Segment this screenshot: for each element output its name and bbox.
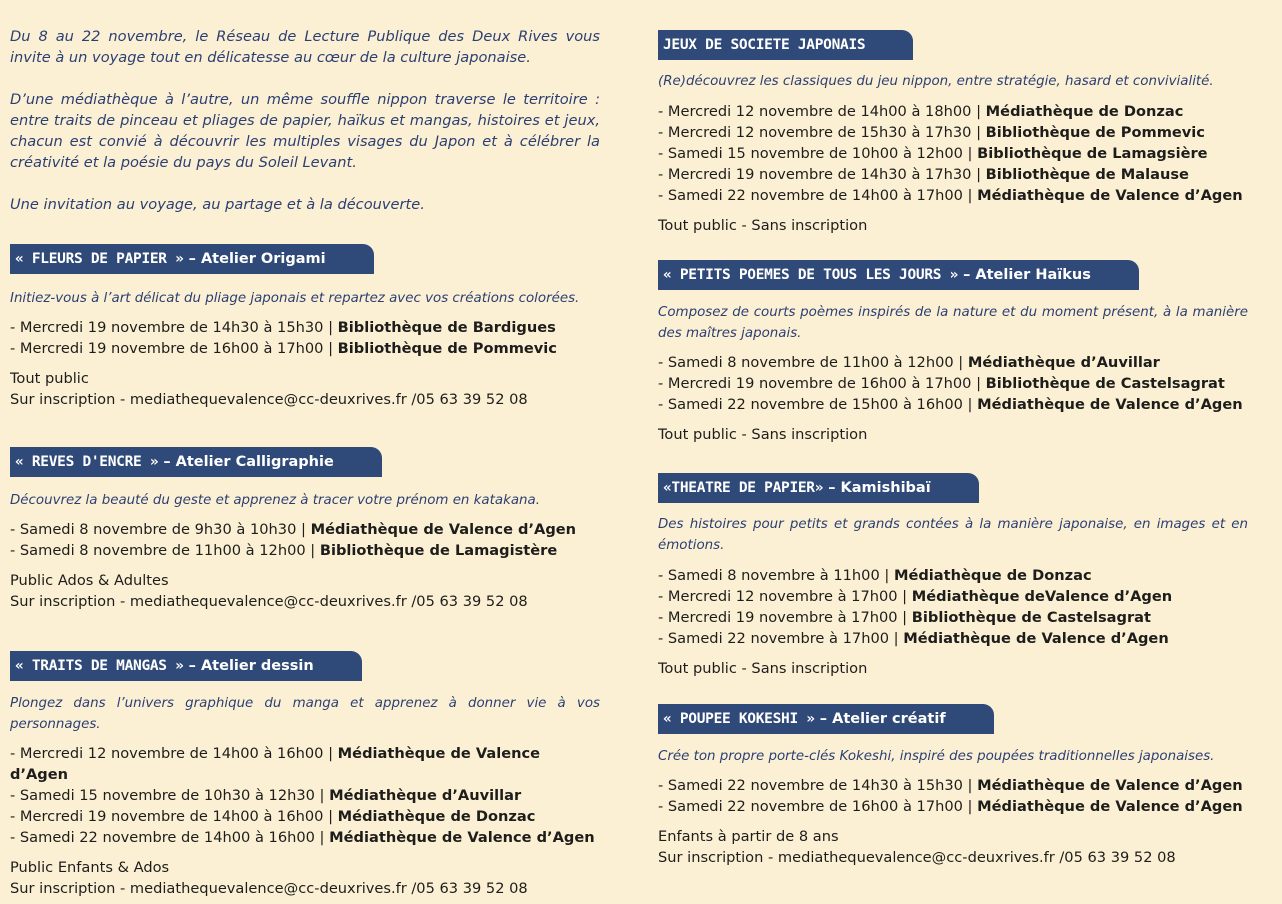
venue: Médiathèque de Valence d’Agen xyxy=(10,745,541,783)
registration: Sur inscription - mediathequevalence@cc-deuxrives.fr /05 63 39 52 08 xyxy=(10,593,528,610)
section-banner xyxy=(658,30,913,60)
section-mangas xyxy=(10,651,600,899)
section-jeux xyxy=(658,30,1258,236)
date-item: - Samedi 22 novembre à 17h00 | Médiathèque de Valence d’Agen xyxy=(658,630,1169,647)
section-banner xyxy=(658,704,994,734)
date-item: - Samedi 22 novembre de 16h00 à 17h00 | Médiathèque de Valence d’Agen xyxy=(658,798,1243,815)
dates-list xyxy=(658,352,1258,415)
section-subtitle: – Atelier Haïkus xyxy=(958,267,1091,283)
intro-paragraph-3: Une invitation au voyage, au partage et à la découverte. xyxy=(10,196,425,213)
section-title: « POUPEE KOKESHI » xyxy=(663,711,815,727)
date-item: - Samedi 15 novembre de 10h00 à 12h00 | Bibliothèque de Lamagsière xyxy=(658,145,1208,162)
audience: Tout public - Sans inscription xyxy=(658,660,868,677)
dates-list xyxy=(658,101,1258,206)
section-title: JEUX DE SOCIETE JAPONAIS xyxy=(663,37,866,53)
venue: Médiathèque de Donzac xyxy=(985,103,1184,120)
venue: Médiathèque de Valence d’Agen xyxy=(977,396,1243,413)
venue: Médiathèque de Donzac xyxy=(337,808,536,825)
section-info xyxy=(10,570,600,612)
section-banner xyxy=(10,651,362,681)
venue: Médiathèque de Donzac xyxy=(893,567,1092,584)
venue: Bibliothèque de Pommevic xyxy=(985,124,1205,141)
dates-list xyxy=(10,519,600,561)
date-item: - Samedi 22 novembre de 14h30 à 15h30 | Médiathèque de Valence d’Agen xyxy=(658,777,1243,794)
section-subtitle: – Kamishibaï xyxy=(823,480,931,496)
section-banner xyxy=(10,447,382,477)
section-calligraphie xyxy=(10,447,600,612)
section-description: Initiez-vous à l’art délicat du pliage japonais et repartez avec vos créations colorées. xyxy=(10,291,580,306)
section-subtitle: – Atelier dessin xyxy=(183,658,314,674)
section-description: Crée ton propre porte-clés Kokeshi, inspiré des poupées traditionnelles japonaises. xyxy=(658,749,1215,764)
venue: Médiathèque de Valence d’Agen xyxy=(310,521,577,538)
intro-paragraph-1: Du 8 au 22 novembre, le Réseau de Lecture Publique des Deux Rives vous invite à un voyage tout en délicatesse au cœur de la culture japonaise. xyxy=(10,28,600,66)
date-item: - Mercredi 12 novembre à 17h00 | Médiathèque deValence d’Agen xyxy=(658,588,1173,605)
section-title: « REVES D'ENCRE » xyxy=(15,454,159,470)
section-title: « PETITS POEMES DE TOUS LES JOURS » xyxy=(663,267,959,283)
section-banner xyxy=(658,473,979,503)
dates-list xyxy=(658,565,1258,649)
date-item: - Mercredi 19 novembre de 16h00 à 17h00 | Bibliothèque de Pommevic xyxy=(10,340,557,357)
section-subtitle: – Atelier Calligraphie xyxy=(158,454,334,470)
section-info xyxy=(658,215,1258,236)
date-item: - Mercredi 12 novembre de 14h00 à 18h00 | Médiathèque de Donzac xyxy=(658,103,1184,120)
dates-list xyxy=(10,317,600,359)
section-info xyxy=(658,826,1258,868)
venue: Médiathèque deValence d’Agen xyxy=(911,588,1173,605)
intro xyxy=(10,26,600,215)
date-item: - Mercredi 19 novembre de 14h30 à 17h30 | Bibliothèque de Malause xyxy=(658,166,1189,183)
venue: Bibliothèque de Lamagsière xyxy=(977,145,1208,162)
section-title: « FLEURS DE PAPIER » xyxy=(15,251,184,267)
date-item: - Samedi 22 novembre de 15h00 à 16h00 | Médiathèque de Valence d’Agen xyxy=(658,396,1243,413)
section-description: (Re)découvrez les classiques du jeu nippon, entre stratégie, hasard et convivialité. xyxy=(658,74,1214,89)
date-item: - Mercredi 19 novembre de 16h00 à 17h00 | Bibliothèque de Castelsagrat xyxy=(658,375,1225,392)
date-item: - Samedi 8 novembre de 11h00 à 12h00 | Médiathèque d’Auvillar xyxy=(658,354,1160,371)
audience: Tout public - Sans inscription xyxy=(658,217,868,234)
section-info xyxy=(658,424,1258,445)
date-item: - Samedi 8 novembre de 11h00 à 12h00 | Bibliothèque de Lamagistère xyxy=(10,542,558,559)
section-info xyxy=(658,658,1258,679)
venue: Médiathèque d’Auvillar xyxy=(329,787,522,804)
section-info xyxy=(10,857,600,899)
date-item: - Samedi 22 novembre de 14h00 à 17h00 | Médiathèque de Valence d’Agen xyxy=(658,187,1243,204)
venue: Bibliothèque de Malause xyxy=(985,166,1189,183)
section-description: Composez de courts poèmes inspirés de la nature et du moment présent, à la manière des maîtres japonais. xyxy=(658,305,1248,341)
date-item: - Mercredi 12 novembre de 15h30 à 17h30 | Bibliothèque de Pommevic xyxy=(658,124,1205,141)
date-item: - Samedi 8 novembre à 11h00 | Médiathèque de Donzac xyxy=(658,567,1092,584)
venue: Médiathèque d’Auvillar xyxy=(967,354,1160,371)
dates-list xyxy=(10,743,600,848)
date-item: - Mercredi 19 novembre de 14h00 à 16h00 | Médiathèque de Donzac xyxy=(10,808,536,825)
venue: Bibliothèque de Castelsagrat xyxy=(911,609,1151,626)
section-kamishibai xyxy=(658,473,1258,679)
section-title: « TRAITS DE MANGAS » xyxy=(15,658,184,674)
venue: Médiathèque de Valence d’Agen xyxy=(903,630,1169,647)
audience: Tout public xyxy=(10,370,89,387)
date-item: - Mercredi 12 novembre de 14h00 à 16h00 | Médiathèque de Valence d’Agen xyxy=(10,745,541,783)
section-info xyxy=(10,368,600,410)
section-kokeshi xyxy=(658,704,1258,868)
dates-list xyxy=(658,775,1258,817)
date-item: - Samedi 15 novembre de 10h30 à 12h30 | Médiathèque d’Auvillar xyxy=(10,787,522,804)
date-item: - Mercredi 19 novembre de 14h30 à 15h30 | Bibliothèque de Bardigues xyxy=(10,319,556,336)
registration: Sur inscription - mediathequevalence@cc-deuxrives.fr /05 63 39 52 08 xyxy=(658,849,1176,866)
section-subtitle: – Atelier Origami xyxy=(183,251,326,267)
registration: Sur inscription - mediathequevalence@cc-deuxrives.fr /05 63 39 52 08 xyxy=(10,880,528,897)
section-description: Découvrez la beauté du geste et apprenez à tracer votre prénom en katakana. xyxy=(10,493,540,508)
audience: Public Enfants & Ados xyxy=(10,859,170,876)
section-subtitle: – Atelier créatif xyxy=(814,711,946,727)
section-banner xyxy=(10,244,374,274)
section-banner xyxy=(658,260,1139,290)
venue: Médiathèque de Valence d’Agen xyxy=(329,829,595,846)
venue: Bibliothèque de Castelsagrat xyxy=(985,375,1225,392)
section-description: Des histoires pour petits et grands contées à la manière japonaise, en images et en émotions. xyxy=(658,517,1248,553)
audience: Public Ados & Adultes xyxy=(10,572,169,589)
audience: Enfants à partir de 8 ans xyxy=(658,828,839,845)
venue: Médiathèque de Valence d’Agen xyxy=(977,798,1243,815)
venue: Médiathèque de Valence d’Agen xyxy=(977,187,1243,204)
date-item: - Mercredi 19 novembre à 17h00 | Bibliothèque de Castelsagrat xyxy=(658,609,1151,626)
section-origami xyxy=(10,244,600,410)
date-item: - Samedi 8 novembre de 9h30 à 10h30 | Médiathèque de Valence d’Agen xyxy=(10,521,577,538)
venue: Médiathèque de Valence d’Agen xyxy=(977,777,1243,794)
intro-paragraph-2: D’une médiathèque à l’autre, un même souffle nippon traverse le territoire : entre traits de pinceau et pliages de papier, haïkus et mangas, histoires et jeux, chacun est convié à découvrir les multiples visages du Japon et à célébrer la créativité et la poésie du pays du Soleil Levant. xyxy=(10,91,600,171)
venue: Bibliothèque de Bardigues xyxy=(337,319,556,336)
section-description: Plongez dans l’univers graphique du manga et apprenez à donner vie à vos personnages. xyxy=(10,696,600,732)
venue: Bibliothèque de Pommevic xyxy=(337,340,557,357)
registration: Sur inscription - mediathequevalence@cc-deuxrives.fr /05 63 39 52 08 xyxy=(10,391,528,408)
date-item: - Samedi 22 novembre de 14h00 à 16h00 | Médiathèque de Valence d’Agen xyxy=(10,829,595,846)
section-haikus xyxy=(658,260,1258,445)
audience: Tout public - Sans inscription xyxy=(658,426,868,443)
section-title: «THEATRE DE PAPIER» xyxy=(663,480,824,496)
venue: Bibliothèque de Lamagistère xyxy=(319,542,558,559)
